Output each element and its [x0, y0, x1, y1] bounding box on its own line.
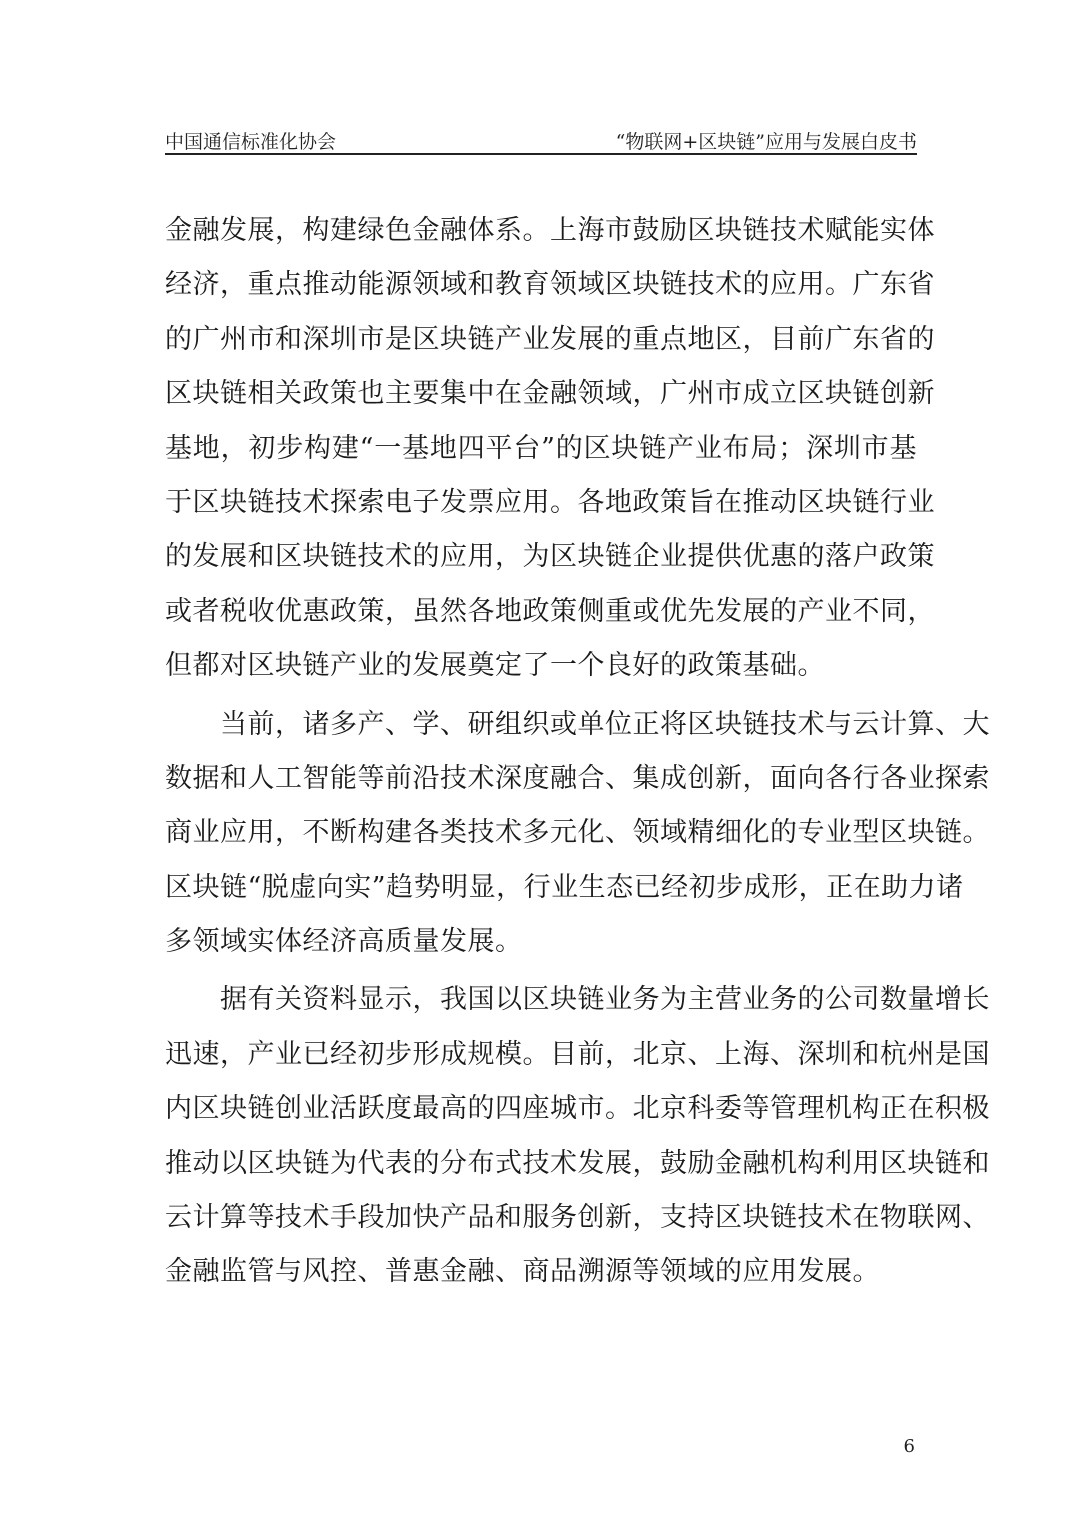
header-divider: [165, 153, 917, 155]
paragraph-3-line-5: 云计算等技术手段加快产品和服务创新，支持区块链技术在物联网、: [165, 1202, 990, 1234]
paragraph-3-line-2: 迅速，产业已经初步形成规模。目前，北京、上海、深圳和杭州是国: [165, 1038, 990, 1070]
paragraph-2-line-2: 数据和人工智能等前沿技术深度融合、集成创新，面向各行各业探索: [165, 762, 990, 794]
paragraph-2-line-4: 区块链“脱虚向实”趋势明显，行业生态已经初步成形，正在助力诸: [165, 871, 964, 903]
paragraph-1-line-9: 但都对区块链产业的发展奠定了一个良好的政策基础。: [165, 650, 825, 682]
paragraph-3-line-3: 内区块链创业活跃度最高的四座城市。北京科委等管理机构正在积极: [165, 1093, 990, 1125]
paragraph-3-line-1: 据有关资料显示，我国以区块链业务为主营业务的公司数量增长: [165, 984, 990, 1016]
paragraph-1-line-3: 的广州市和深圳市是区块链产业发展的重点地区，目前广东省的: [165, 323, 935, 355]
paragraph-3-line-6: 金融监管与风控、普惠金融、商品溯源等领域的应用发展。: [165, 1256, 880, 1288]
paragraph-2-line-1: 当前，诸多产、学、研组织或单位正将区块链技术与云计算、大: [165, 708, 990, 740]
paragraph-2-line-3: 商业应用，不断构建各类技术多元化、领域精细化的专业型区块链。: [165, 817, 990, 849]
paragraph-1-line-4: 区块链相关政策也主要集中在金融领域，广州市成立区块链创新: [165, 378, 935, 410]
paragraph-2-line-5: 多领域实体经济高质量发展。: [165, 926, 523, 958]
paragraph-1-line-2: 经济，重点推动能源领域和教育领域区块链技术的应用。广东省: [165, 269, 935, 301]
paragraph-3-line-4: 推动以区块链为代表的分布式技术发展，鼓励金融机构利用区块链和: [165, 1147, 990, 1179]
header-document-title: “物联网+区块链”应用与发展白皮书: [615, 131, 917, 153]
body-text: [165, 204, 990, 1300]
paragraph-1-line-8: 或者税收优惠政策，虽然各地政策侧重或优先发展的产业不同，: [165, 595, 935, 627]
paragraph-1-line-5: 基地，初步构建“一基地四平台”的区块链产业布局；深圳市基: [165, 432, 917, 464]
paragraph-1-line-1: 金融发展，构建绿色金融体系。上海市鼓励区块链技术赋能实体: [165, 215, 935, 246]
paragraph-1-line-7: 的发展和区块链技术的应用，为区块链企业提供优惠的落户政策: [165, 541, 935, 573]
page-header: [165, 124, 917, 154]
header-organization: 中国通信标准化协会: [165, 131, 337, 153]
paragraph-1-line-6: 于区块链技术探索电子发票应用。各地政策旨在推动区块链行业: [165, 486, 935, 518]
page-number: 6: [903, 1436, 915, 1457]
